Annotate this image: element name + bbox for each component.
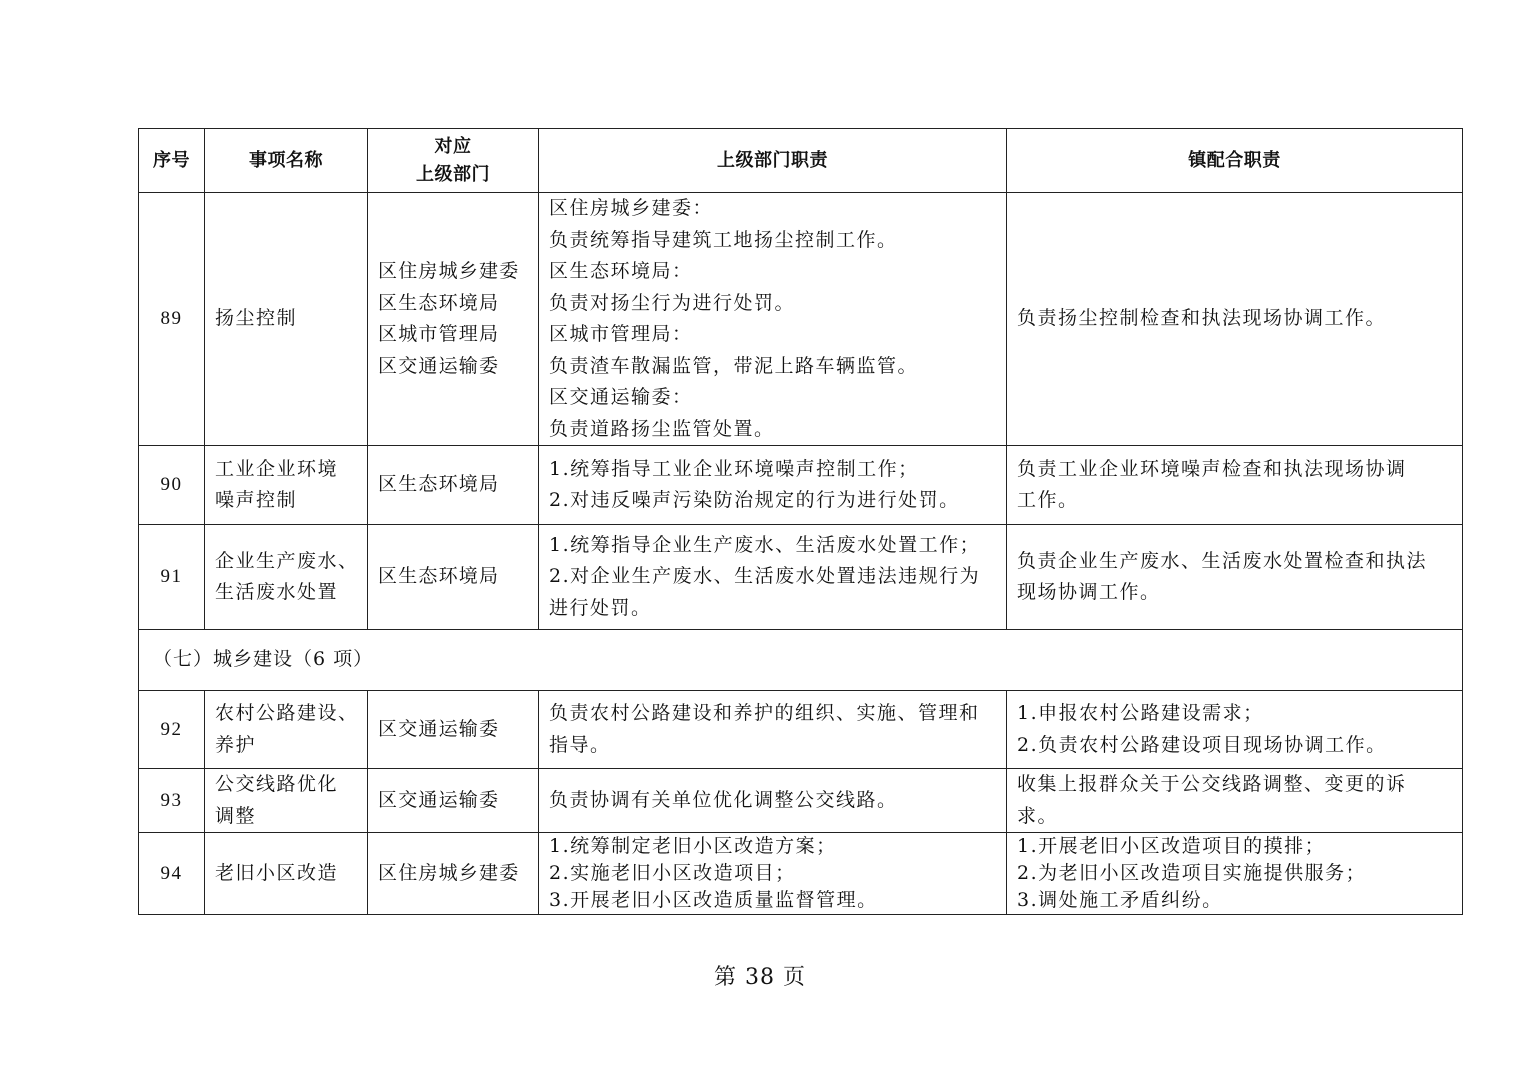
row-dept [368,525,539,630]
row-town [1007,769,1463,833]
town-line: 工作。 [1017,489,1079,511]
table-row-91 [139,525,1463,630]
dept-line: 区生态环境局 [378,565,500,588]
name-line: 养护 [215,733,257,756]
duty-line: 负责协调有关单位优化调整公交线路。 [549,788,898,811]
row-town [1007,525,1463,630]
town-line: 负责扬尘控制检查和执法现场协调工作。 [1017,307,1387,330]
duty-line: 负责渣车散漏监管，带泥上路车辆监管。 [549,354,919,377]
town-line: 2.负责农村公路建设项目现场协调工作。 [1017,733,1387,756]
duty-line: 进行处罚。 [549,596,652,619]
header-duty: 上级部门职责 [539,129,1007,193]
duty-line: 区住房城乡建委： [549,197,714,219]
dept-line: 区生态环境局 [378,473,500,496]
duty-line: 指导。 [549,733,611,756]
header-town: 镇配合职责 [1007,129,1463,193]
duty-line: 3.开展老旧小区改造质量监督管理。 [549,889,878,911]
row-duty [539,525,1007,630]
name-line: 噪声控制 [215,489,298,511]
header-dept [368,129,539,193]
row-duty [539,691,1007,769]
row-name [205,691,368,769]
town-line: 收集上报群众关于公交线路调整、变更的诉 [1017,773,1407,795]
row-no: 90 [139,446,205,525]
dept-line: 区住房城乡建委 [378,260,520,282]
dept-line: 区交通运输委 [378,717,500,740]
duty-line: 负责统筹指导建筑工地扬尘控制工作。 [549,228,898,251]
responsibility-table [138,128,1463,915]
row-duty [539,769,1007,833]
row-town [1007,833,1463,915]
name-line: 调整 [215,804,257,827]
duty-line: 区城市管理局： [549,323,693,345]
name-line: 企业生产废水、 [215,549,359,572]
header-no: 序号 [139,129,205,193]
row-duty [539,833,1007,915]
town-line: 现场协调工作。 [1017,581,1161,603]
table-row-90 [139,446,1463,525]
header-dept-line1: 对应 [434,135,472,157]
table-row-94 [139,833,1463,915]
row-dept [368,691,539,769]
row-name [205,446,368,525]
town-line: 3.调处施工矛盾纠纷。 [1017,889,1223,911]
town-line: 负责企业生产废水、生活废水处置检查和执法 [1017,549,1428,572]
section-title: （七）城乡建设（6 项） [139,630,1463,691]
duty-line: 区交通运输委： [549,386,693,408]
row-no: 89 [139,193,205,446]
name-line: 工业企业环境 [215,457,339,480]
dept-line: 区住房城乡建委 [378,861,520,884]
row-name [205,769,368,833]
header-dept-line2: 上级部门 [416,163,490,185]
section-row [139,630,1463,691]
table-header-row [139,129,1463,193]
row-town [1007,446,1463,525]
row-no: 94 [139,833,205,915]
town-line: 1.开展老旧小区改造项目的摸排； [1017,835,1326,857]
row-name [205,833,368,915]
duty-line: 2.实施老旧小区改造项目； [549,862,796,884]
duty-line: 负责农村公路建设和养护的组织、实施、管理和 [549,702,980,724]
row-town [1007,193,1463,446]
row-no: 93 [139,769,205,833]
row-dept [368,769,539,833]
town-line: 2.为老旧小区改造项目实施提供服务； [1017,862,1367,884]
duty-line: 1.统筹指导企业生产废水、生活废水处置工作； [549,533,981,556]
row-town [1007,691,1463,769]
row-dept [368,193,539,446]
page-number: 第 38 页 [714,965,806,990]
town-line: 负责工业企业环境噪声检查和执法现场协调 [1017,457,1407,480]
row-no: 92 [139,691,205,769]
row-duty [539,446,1007,525]
duty-line: 1.统筹指导工业企业环境噪声控制工作； [549,457,919,480]
row-name: 扬尘控制 [205,193,368,446]
duty-line: 负责道路扬尘监管处置。 [549,417,775,440]
row-dept [368,446,539,525]
duty-line: 2.对企业生产废水、生活废水处置违法违规行为 [549,565,981,588]
duty-line: 1.统筹制定老旧小区改造方案； [549,835,837,857]
header-name: 事项名称 [205,129,368,193]
town-line: 1.申报农村公路建设需求； [1017,702,1264,724]
dept-line: 区城市管理局 [378,323,500,345]
dept-line: 区交通运输委 [378,354,500,377]
row-name [205,525,368,630]
duty-line: 2.对违反噪声污染防治规定的行为进行处罚。 [549,489,960,511]
table-row-92 [139,691,1463,769]
row-duty [539,193,1007,446]
name-line: 农村公路建设、 [215,702,359,724]
table-row-93 [139,769,1463,833]
town-line: 求。 [1017,804,1059,827]
duty-line: 区生态环境局： [549,260,693,282]
dept-line: 区交通运输委 [378,788,500,811]
name-line: 生活废水处置 [215,581,339,603]
dept-line: 区生态环境局 [378,291,500,314]
name-line: 公交线路优化 [215,773,339,795]
name-line: 老旧小区改造 [215,861,339,884]
table-row-89 [139,193,1463,446]
row-dept [368,833,539,915]
row-no: 91 [139,525,205,630]
duty-line: 负责对扬尘行为进行处罚。 [549,291,796,314]
